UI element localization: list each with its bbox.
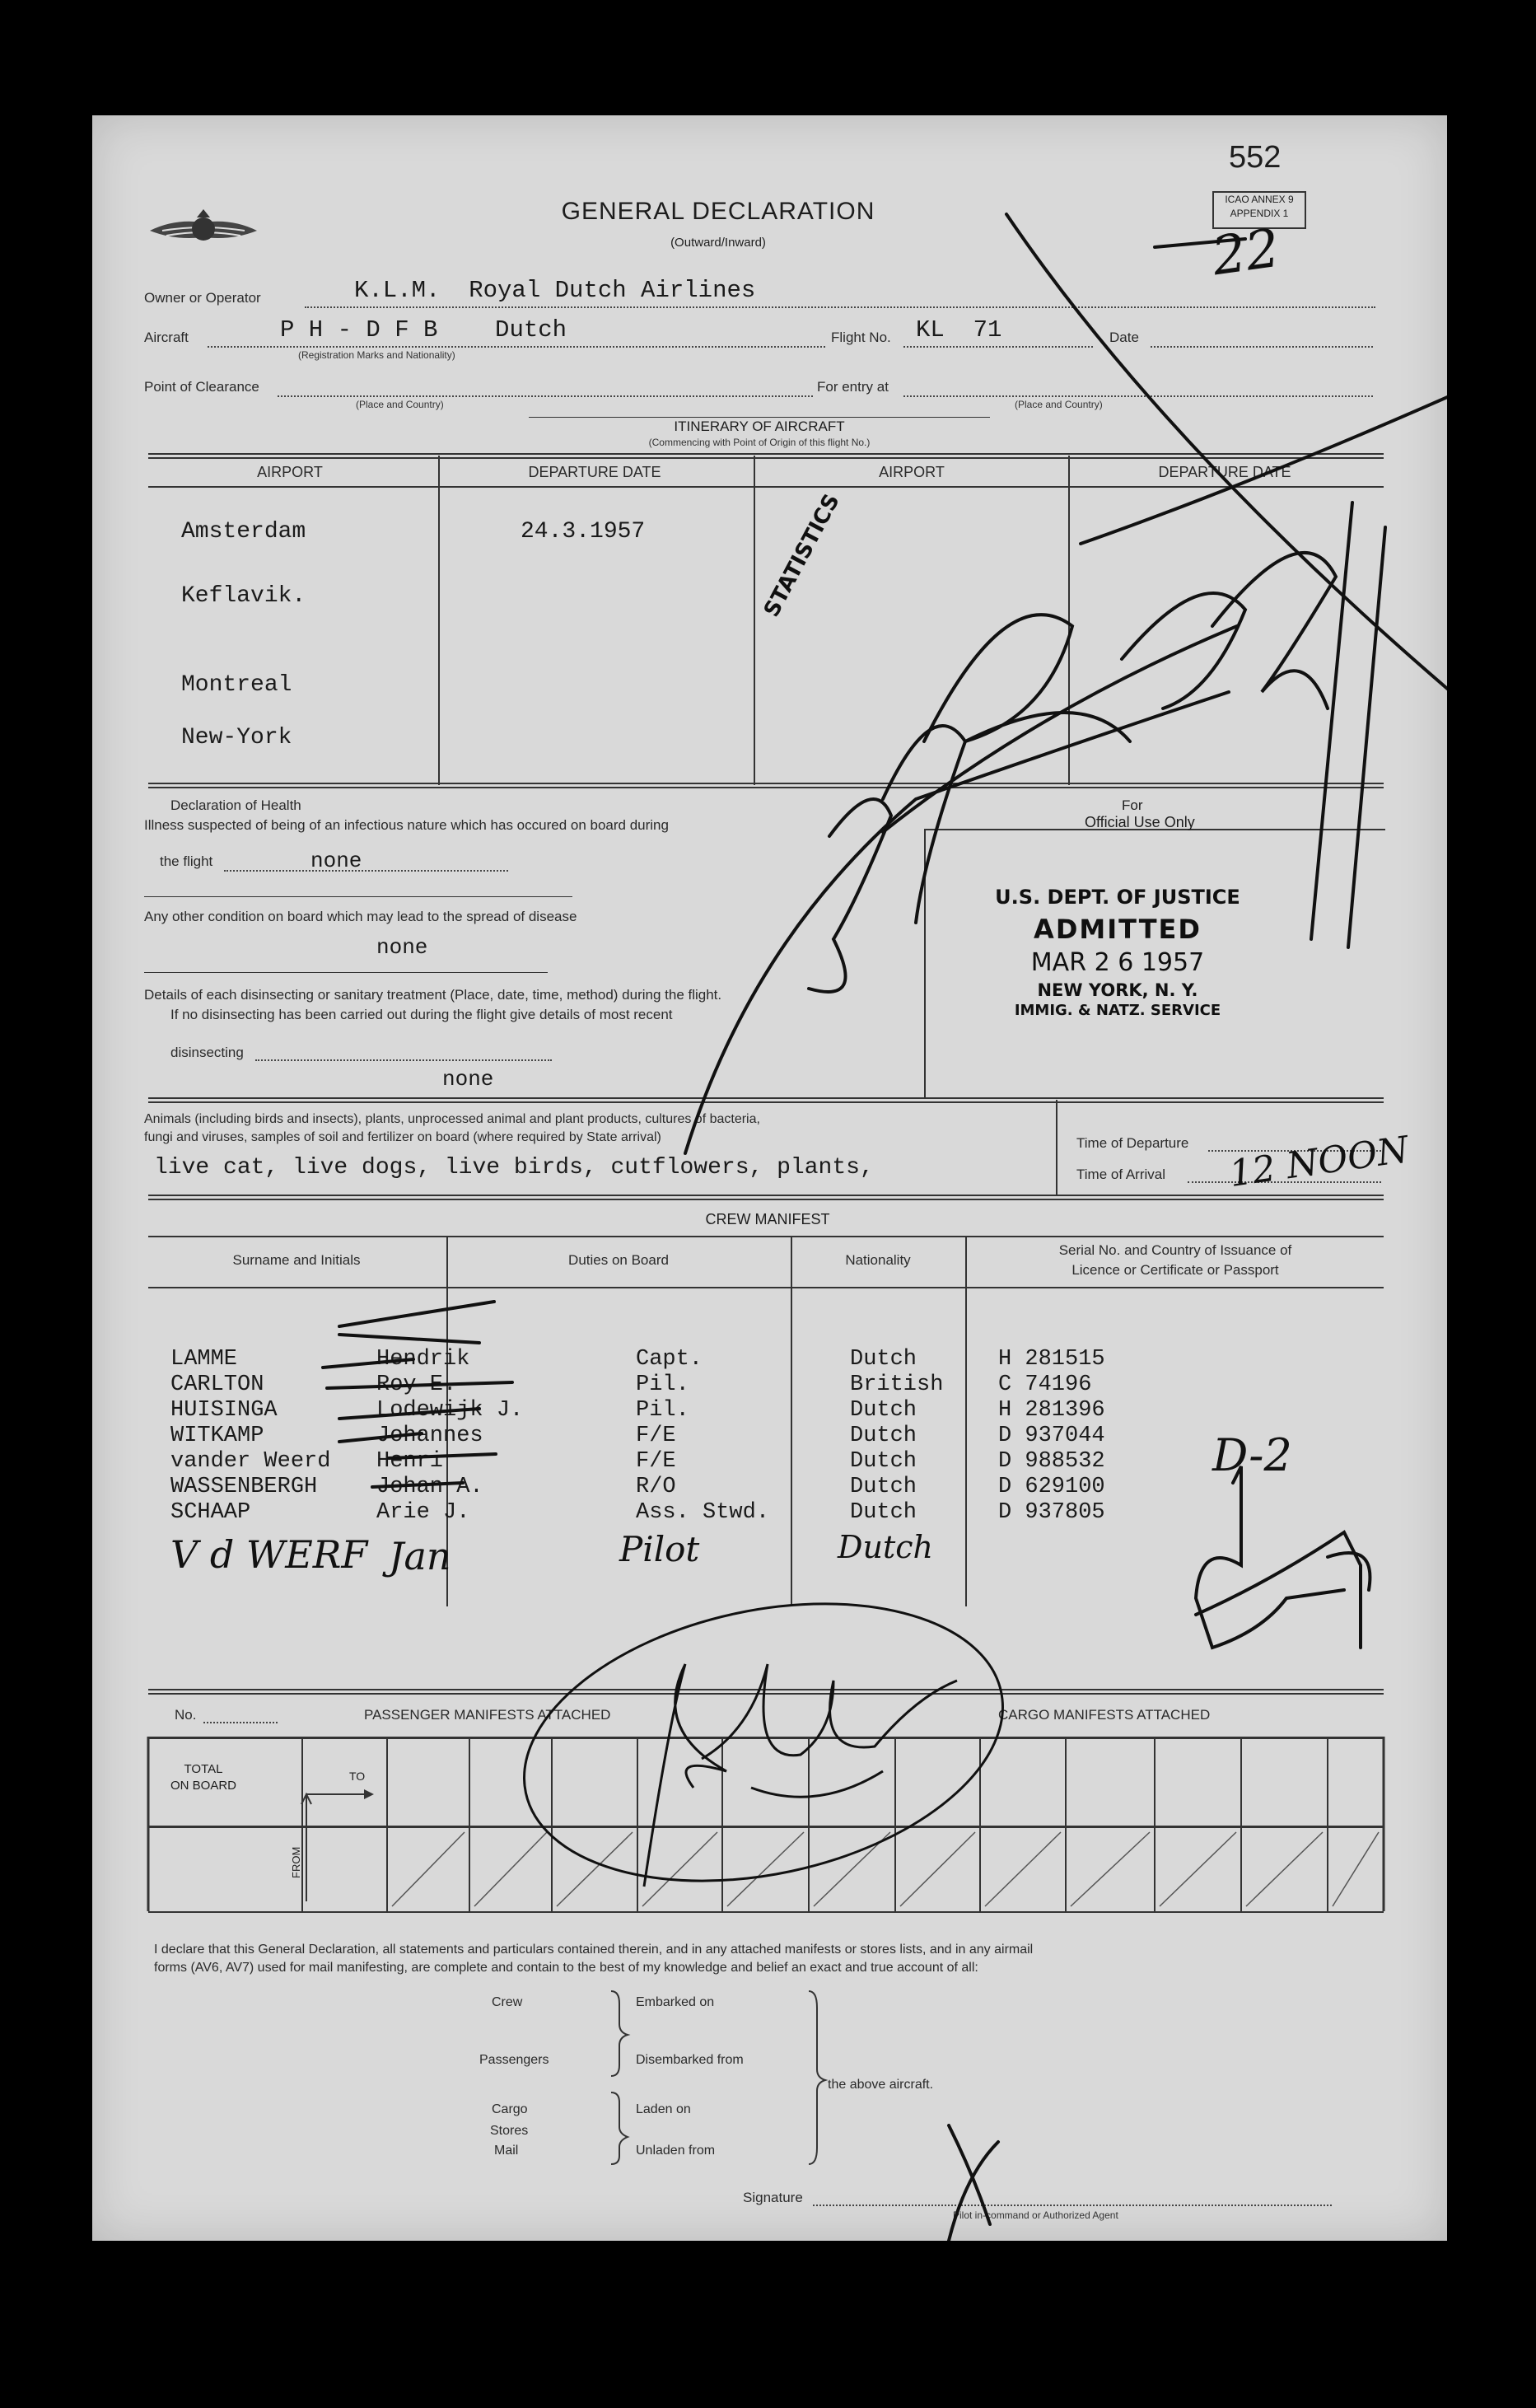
health-q3b: If no disinsecting has been carried out during the flight give details of most recent — [170, 1007, 673, 1022]
handwritten-signatures — [92, 115, 1447, 2241]
animals-text-1: Animals (including birds and insects), plants, unprocessed animal and plant products, cultures of bacteria, — [144, 1112, 760, 1126]
crew-header-duties: Duties on Board — [568, 1252, 669, 1268]
crew-duty: Pil. — [636, 1372, 689, 1397]
date-label: Date — [1109, 330, 1139, 345]
manifest-no-label: No. — [175, 1707, 197, 1723]
animals-value: live cat, live dogs, live birds, cutflowers, plants, — [154, 1155, 874, 1181]
health-a3: none — [442, 1067, 494, 1092]
crew-hand-given: Jan — [389, 1534, 451, 1578]
itinerary-header-date-2: DEPARTURE DATE — [1158, 464, 1291, 480]
declaration-disembarked: Disembarked from — [636, 2053, 744, 2067]
cargo-manifests-label: CARGO MANIFESTS ATTACHED — [998, 1707, 1211, 1723]
clearance-label: Point of Clearance — [144, 379, 259, 395]
crew-serial: D 937044 — [998, 1424, 1105, 1448]
crew-serial: H 281396 — [998, 1398, 1105, 1423]
crew-duty: F/E — [636, 1424, 676, 1448]
crew-header-serial-2: Licence or Certificate or Passport — [1071, 1262, 1279, 1278]
itinerary-airport-amsterdam: Amsterdam — [181, 519, 306, 545]
animals-text-2: fungi and viruses, samples of soil and fertilizer on board (where required by State arrival) — [144, 1130, 661, 1144]
crew-nationality: British — [850, 1372, 944, 1397]
itinerary-departure-date: 24.3.1957 — [521, 519, 646, 545]
health-q3c: disinsecting — [170, 1045, 244, 1060]
crew-nationality: Dutch — [850, 1475, 917, 1499]
declaration-mail: Mail — [494, 2144, 519, 2158]
crew-surname: LAMME — [170, 1347, 238, 1372]
crew-duty: Capt. — [636, 1347, 703, 1372]
crew-nationality: Dutch — [850, 1424, 917, 1448]
declaration-stores: Stores — [490, 2124, 529, 2138]
time-arrival-value: 12 NOON — [1226, 1129, 1412, 1195]
aircraft-value: P H - D F B Dutch — [280, 316, 567, 344]
crew-serial: D 937805 — [998, 1500, 1105, 1525]
page-number: 552 — [1229, 140, 1282, 175]
itinerary-header-airport-1: AIRPORT — [257, 464, 323, 480]
declaration-text-1: I declare that this General Declaration, all statements and particulars contained therein, and in any attached manifests or stores lists, and in any airmail — [154, 1943, 1034, 1957]
crew-surname: SCHAAP — [170, 1500, 251, 1525]
declaration-text-2: forms (AV6, AV7) used for mail manifesting, are complete and contain to the best of my knowledge and belief an exact and true account of all: — [154, 1961, 978, 1975]
crew-given-name: Lodewijk J. — [376, 1398, 524, 1423]
signature-label: Signature — [743, 2190, 803, 2205]
corner-handwriting: 22 — [1208, 217, 1284, 288]
statistics-stamp: STATISTICS — [759, 489, 845, 622]
stamp-line4: NEW YORK, N. Y. — [1037, 980, 1198, 1000]
crew-header-serial-1: Serial No. and Country of Issuance of — [1058, 1242, 1292, 1258]
crew-nationality: Dutch — [850, 1398, 917, 1423]
crew-surname: WITKAMP — [170, 1424, 264, 1448]
official-label-2: Official Use Only — [1085, 814, 1195, 830]
crew-duty: Ass. Stwd. — [636, 1500, 770, 1525]
crew-given-name: Hendrik — [376, 1347, 470, 1372]
crew-serial: D 629100 — [998, 1475, 1105, 1499]
declaration-laden: Laden on — [636, 2102, 691, 2116]
stamp-line1: U.S. DEPT. OF JUSTICE — [995, 886, 1240, 909]
health-q3a: Details of each disinsecting or sanitary treatment (Place, date, time, method) during the flight. — [144, 987, 722, 1003]
total-label-2: ON BOARD — [170, 1779, 236, 1793]
health-a2: none — [376, 935, 428, 960]
time-arrival-label: Time of Arrival — [1076, 1167, 1166, 1182]
crew-given-name: Arie J. — [376, 1500, 470, 1525]
annex-line1: ICAO ANNEX 9 — [1225, 194, 1294, 205]
passenger-manifests-label: PASSENGER MANIFESTS ATTACHED — [364, 1707, 611, 1723]
itinerary-header-date-1: DEPARTURE DATE — [528, 464, 661, 480]
crew-given-name: Johan A. — [376, 1475, 483, 1499]
crew-duty: R/O — [636, 1475, 676, 1499]
crew-serial: D 988532 — [998, 1449, 1105, 1474]
crew-serial: C 74196 — [998, 1372, 1092, 1397]
health-title: Declaration of Health — [170, 797, 301, 813]
form-title: GENERAL DECLARATION — [561, 198, 875, 225]
from-label: FROM — [290, 1846, 302, 1878]
signature-note: Pilot in-command or Authorized Agent — [953, 2209, 1118, 2221]
declaration-embarked: Embarked on — [636, 1995, 715, 2009]
owner-label: Owner or Operator — [144, 290, 261, 306]
itinerary-airport-new-york: New-York — [181, 725, 292, 750]
annex-line2: APPENDIX 1 — [1230, 208, 1289, 219]
aircraft-note: (Registration Marks and Nationality) — [298, 349, 455, 361]
official-label-1: For — [1122, 797, 1143, 813]
form-subtitle: (Outward/Inward) — [670, 236, 766, 250]
time-departure-label: Time of Departure — [1076, 1135, 1189, 1151]
crew-duty: Pil. — [636, 1398, 689, 1423]
crew-given-name: Henri — [376, 1449, 444, 1474]
crew-surname: vander Weerd — [170, 1449, 331, 1474]
total-label-1: TOTAL — [184, 1762, 223, 1776]
owner-value: K.L.M. Royal Dutch Airlines — [354, 277, 756, 304]
health-q1: Illness suspected of being of an infectious nature which has occured on board during — [144, 817, 669, 833]
crew-nationality: Dutch — [850, 1500, 917, 1525]
flight-value: KL 71 — [916, 316, 1002, 344]
to-label: TO — [349, 1770, 366, 1783]
clearance-note: (Place and Country) — [356, 399, 444, 410]
crew-hand-nationality: Dutch — [838, 1529, 933, 1565]
crew-hand-duty: Pilot — [619, 1529, 700, 1569]
crew-header-nationality: Nationality — [845, 1252, 911, 1268]
crew-side-note: D-2 — [1212, 1429, 1292, 1481]
crew-surname: WASSENBERGH — [170, 1475, 318, 1499]
crew-given-name: Roy E. — [376, 1372, 457, 1397]
crew-surname: HUISINGA — [170, 1398, 278, 1423]
declaration-crew: Crew — [492, 1995, 523, 2009]
crew-hand-surname: V d WERF — [170, 1532, 368, 1577]
stamp-line5: IMMIG. & NATZ. SERVICE — [1014, 1002, 1221, 1019]
itinerary-airport-montreal: Montreal — [181, 672, 292, 698]
crew-serial: H 281515 — [998, 1347, 1105, 1372]
flight-label: Flight No. — [831, 330, 891, 345]
crew-nationality: Dutch — [850, 1449, 917, 1474]
health-q2: Any other condition on board which may lead to the spread of disease — [144, 909, 577, 924]
declaration-cargo: Cargo — [492, 2102, 528, 2116]
crew-given-name: Johannes — [376, 1424, 483, 1448]
stamp-line3: MAR 2 6 1957 — [1030, 948, 1205, 977]
itinerary-title: ITINERARY OF AIRCRAFT — [674, 418, 845, 434]
declaration-aircraft: the above aircraft. — [828, 2078, 934, 2092]
entry-note: (Place and Country) — [1015, 399, 1103, 410]
crew-surname: CARLTON — [170, 1372, 264, 1397]
crew-title: CREW MANIFEST — [705, 1211, 830, 1227]
crew-nationality: Dutch — [850, 1347, 917, 1372]
itinerary-airport-keflavik: Keflavik. — [181, 583, 306, 609]
itinerary-header-airport-2: AIRPORT — [879, 464, 945, 480]
health-a1: none — [310, 849, 362, 873]
crew-duty: F/E — [636, 1449, 676, 1474]
general-declaration-form — [92, 115, 1447, 2241]
crew-header-surname: Surname and Initials — [232, 1252, 361, 1268]
itinerary-subtitle: (Commencing with Point of Origin of this flight No.) — [648, 437, 871, 448]
health-q1-prefix: the flight — [160, 853, 213, 869]
declaration-passengers: Passengers — [479, 2053, 549, 2067]
entry-label: For entry at — [817, 379, 889, 395]
stamp-line2: ADMITTED — [1034, 914, 1202, 945]
declaration-unladen: Unladen from — [636, 2144, 716, 2158]
aircraft-label: Aircraft — [144, 330, 189, 345]
